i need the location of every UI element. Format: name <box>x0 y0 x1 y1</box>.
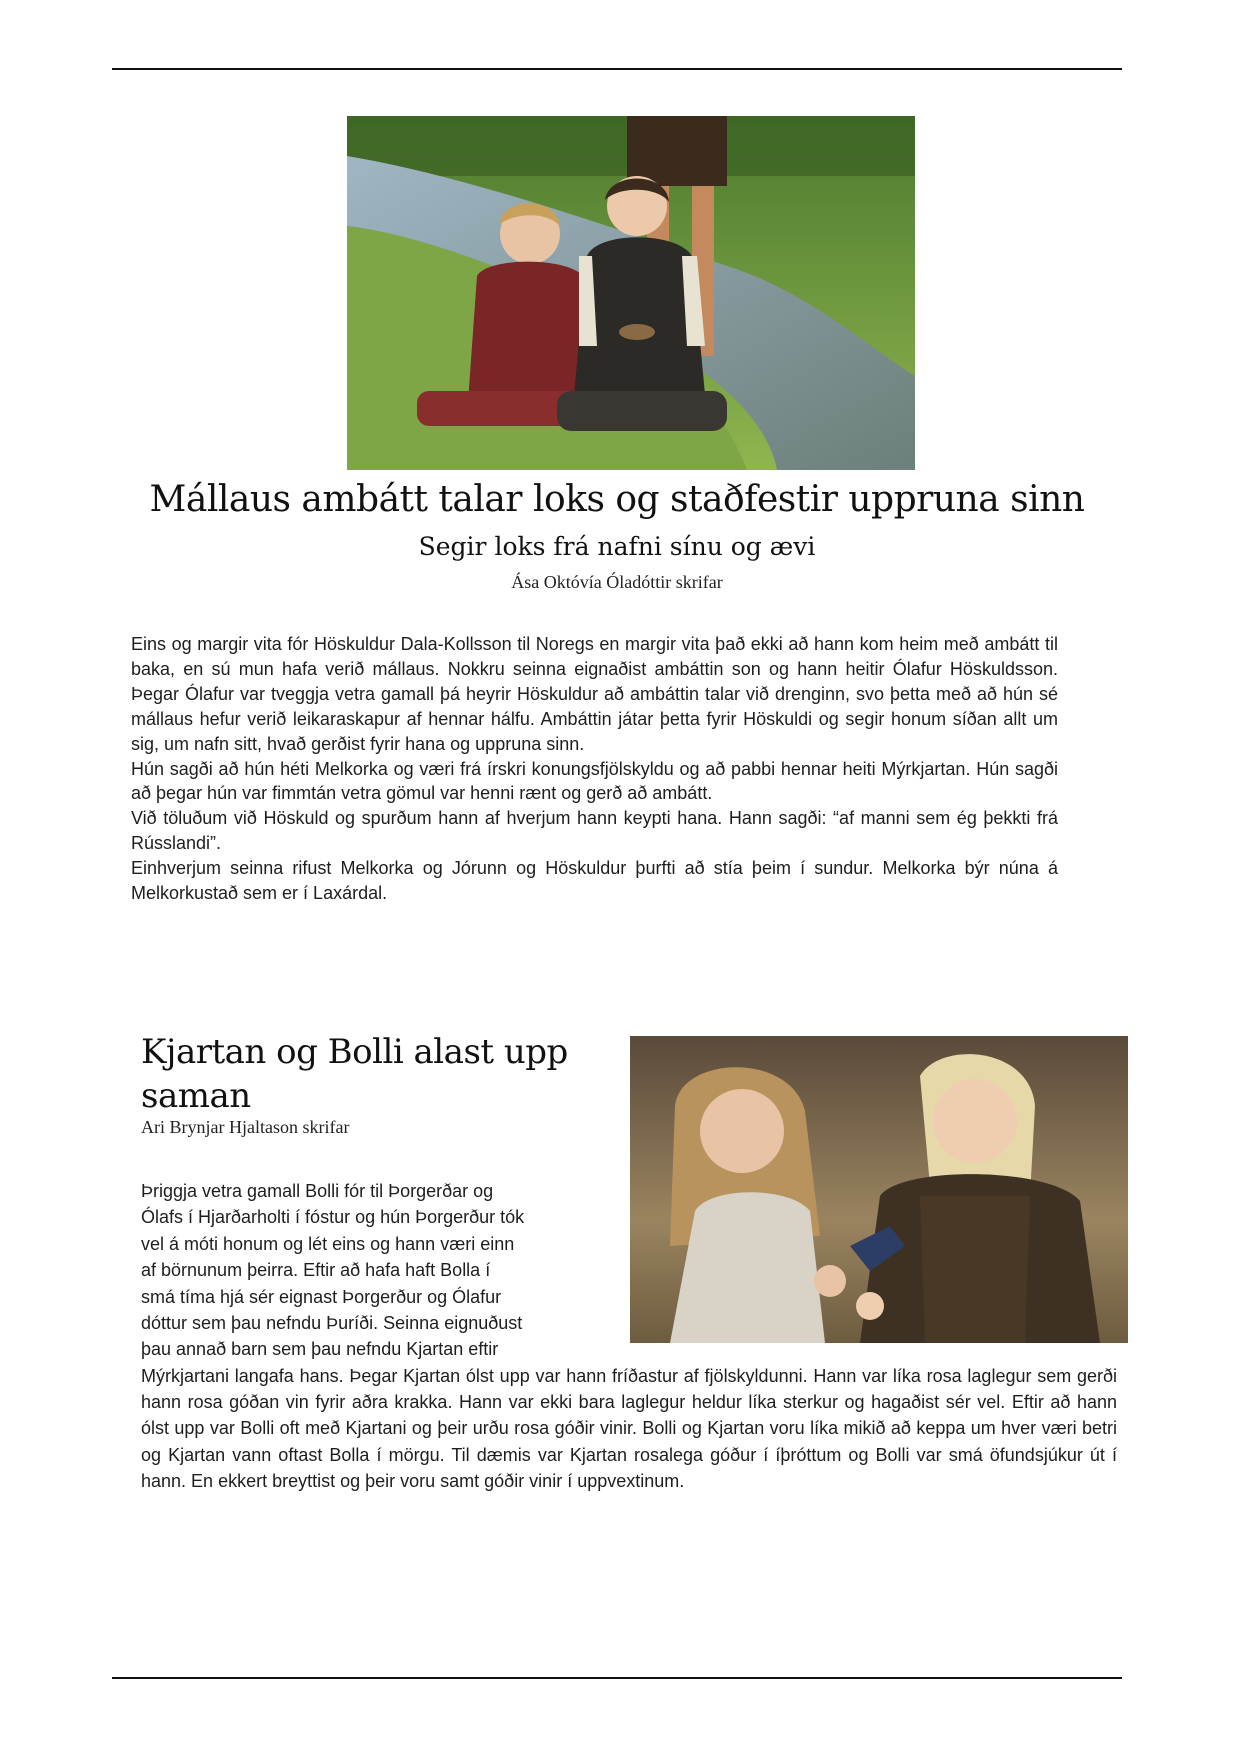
top-rule <box>112 68 1122 70</box>
article1-title: Mállaus ambátt talar loks og staðfestir uppruna sinn <box>149 479 1085 520</box>
article2-intro-line: af börnunum þeirra. Eftir að hafa haft Bolla í <box>141 1260 491 1281</box>
bottom-rule <box>112 1677 1122 1679</box>
article2-intro-line: Ólafs í Hjarðarholti í fóstur og hún Þorgerður tók <box>141 1207 525 1228</box>
article1-author: Ása Októvía Óladóttir skrifar <box>511 572 723 592</box>
article2-body: Mýrkjartani langafa hans. Þegar Kjartan ólst upp var hann fríðastur af fjölskyldunni. Hann var líka rosa laglegur sem gerði hann rosa góðan vin fyrir aðra krakka. Hann var ekki bara laglegur heldur líka sterkur og hagaðist sér vel. Eftir að hann ólst upp var Bolli oft með Kjartani og þeir urðu rosa góðir vinir. Bolli og Kjartan voru líka mikið að keppa um hver væri betri og Kjartan vann oftast Bolla í mörgu. Til dæmis var Kjartan rosalega góður í íþróttum og Bolli var smá öfundsjúkur út í hann. En ekkert breyttist og þeir voru samt góðir vinir í uppvextinum. <box>141 1366 1117 1491</box>
article2-intro-line: Þriggja vetra gamall Bolli fór til Þorgerðar og <box>141 1181 494 1201</box>
article2-photo <box>630 1036 1128 1343</box>
article1-paragraph: Einhverjum seinna rifust Melkorka og Jórunn og Höskuldur þurfti að stía þeim í sundur. Melkorka býr núna á Melkorkustað sem er í Laxárdal. <box>131 858 1058 904</box>
article1-paragraph: Eins og margir vita fór Höskuldur Dala-Kollsson til Noregs en margir vita það ekki að hann kom heim með ambátt til baka, en sú mun hafa verið mállaus. Nokkru seinna eignaðist ambáttin son og hann heitir Ólafur Höskuldsson. Þegar Ólafur var tveggja vetra gamall þá heyrir Höskuldur að ambáttin talar við drenginn, svo þetta með að hún sé mállaus hefur verið leikaraskapur af hennar hálfu. Ambáttin játar þetta fyrir Höskuldi og segir honum síðan allt um sig, um nafn sitt, hvað gerðist fyrir hana og uppruna sinn. <box>131 634 1058 754</box>
article1-body <box>131 632 1058 906</box>
article2-intro-line: dóttur sem þau nefndu Þuríði. Seinna eignuðust <box>141 1313 523 1334</box>
article2-intro-line: smá tíma hjá sér eignast Þorgerður og Ólafur <box>141 1286 502 1307</box>
article1-subtitle: Segir loks frá nafni sínu og ævi <box>418 532 816 561</box>
article2-author: Ari Brynjar Hjaltason skrifar <box>141 1117 350 1137</box>
article2-intro <box>141 1178 609 1363</box>
article2-title: Kjartan og Bolli alast upp saman <box>141 1032 568 1116</box>
article2-intro-line: þau annað barn sem þau nefndu Kjartan eftir <box>141 1339 499 1360</box>
article2-intro-line: vel á móti honum og lét eins og hann væri einn <box>141 1233 515 1254</box>
article1-paragraph: Hún sagði að hún héti Melkorka og væri frá írskri konungsfjölskyldu og að pabbi hennar heiti Mýrkjartan. Hún sagði að þegar hún var fimmtán vetra gömul var henni rænt og gerð að ambátt. <box>131 758 1058 804</box>
article1-photo <box>347 116 915 470</box>
article1-paragraph: Við töluðum við Höskuld og spurðum hann af hverjum hann keypti hana. Hann sagði: “af manni sem ég þekkti frá Rússlandi”. <box>131 808 1058 854</box>
